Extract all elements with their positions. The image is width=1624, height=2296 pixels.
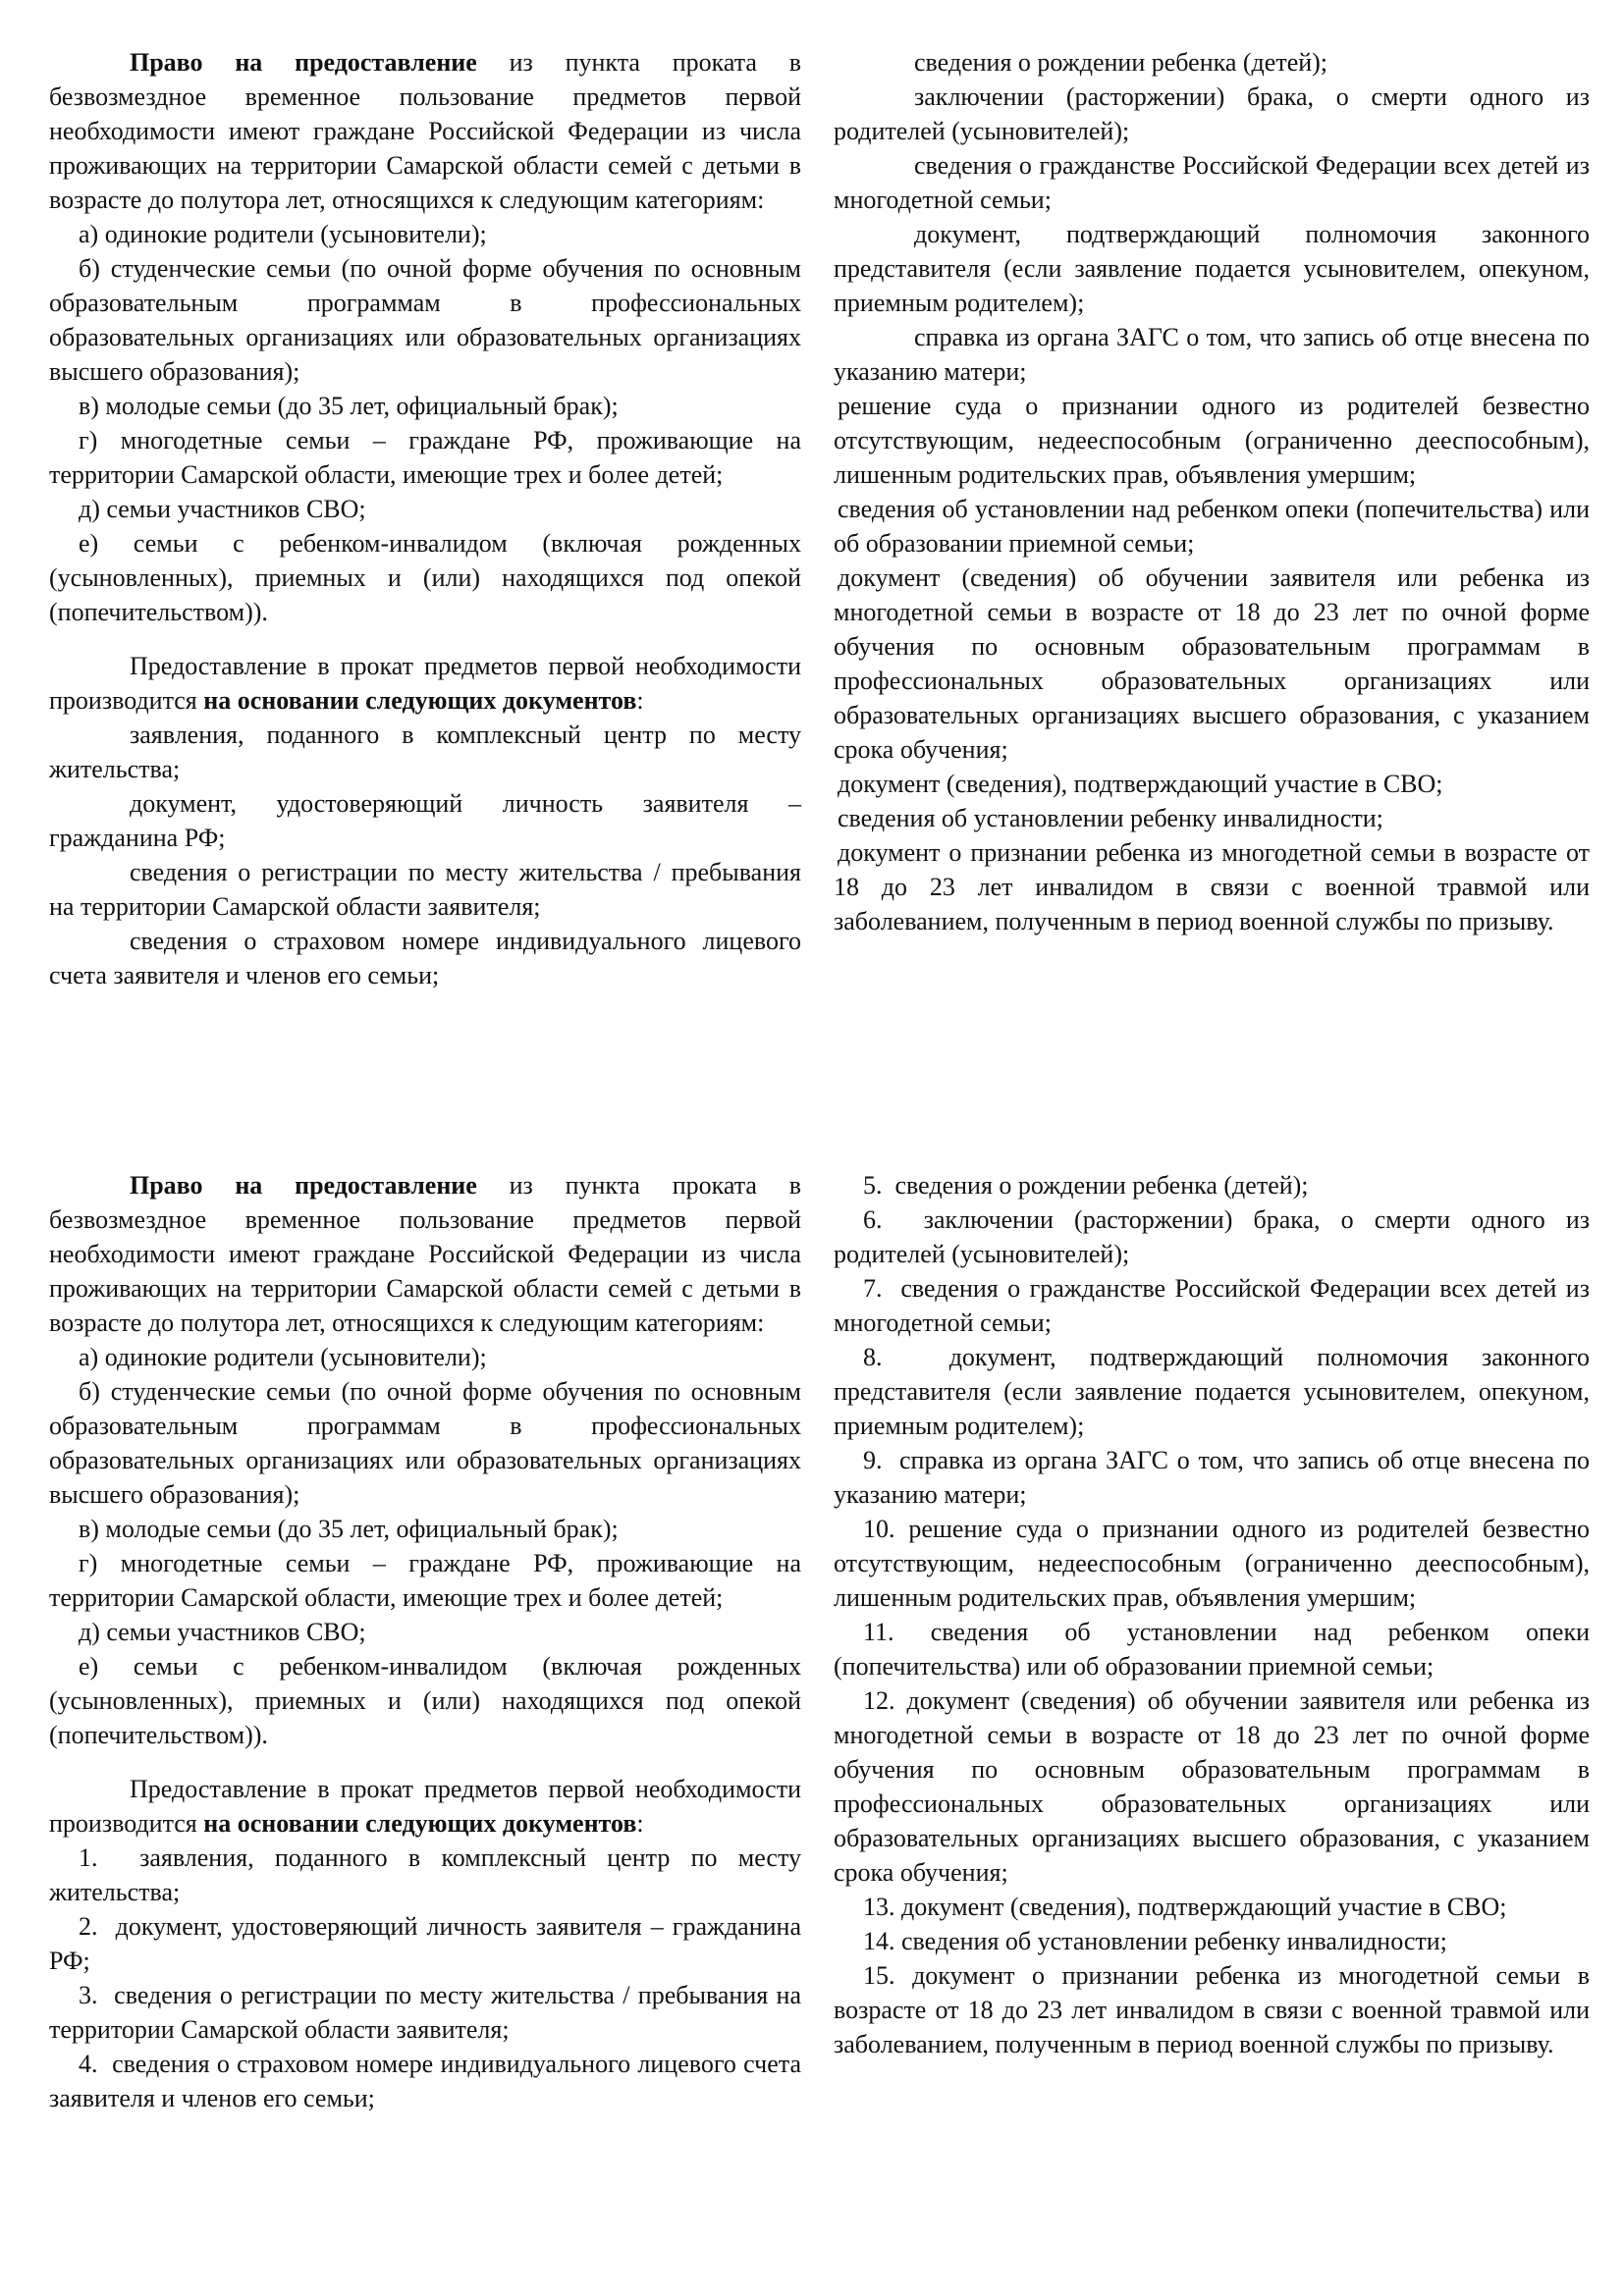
category-item: е) семьи с ребенком-инвалидом (включая рожденных (усыновленных), приемных и (или) находящихся под опекой (попечительством)). <box>49 529 801 626</box>
item-number: 4. <box>79 2050 98 2078</box>
item-number: 15. <box>863 1961 895 1990</box>
document-item: сведения об установлении над ребенком опеки (попечительства) или об образовании приемной семьи; <box>834 495 1590 558</box>
item-text: сведения о страховом номере индивидуального лицевого счета заявителя и членов его семьи; <box>49 2050 802 2112</box>
document-item: заявления, поданного в комплексный центр по месту жительства; <box>49 721 801 783</box>
intro-lead-bold: Право на предоставление <box>130 48 477 77</box>
top-section <box>0 45 1624 1125</box>
numbered-document-item <box>49 2047 801 2115</box>
basis-bold: на основании следующих документов <box>203 686 637 715</box>
item-text: справка из органа ЗАГС о том, что запись об отце внесена по указанию матери; <box>834 1446 1591 1509</box>
item-text: документ, удостоверяющий личность заявителя – гражданина РФ; <box>49 1912 801 1975</box>
category-item: д) семьи участников СВО; <box>79 495 366 523</box>
item-number: 10. <box>863 1515 895 1543</box>
document-item: документ (сведения) об обучении заявителя или ребенка из многодетной семьи в возрасте от 18 до 23 лет по очной форме обучения по основным образовательным программам в профессиональных образовательных организациях или образовательных организациях высшего образования, с указанием срока обучения; <box>834 563 1590 764</box>
category-item: в) молодые семьи (до 35 лет, официальный брак); <box>79 1515 619 1543</box>
document-item: решение суда о признании одного из родителей безвестно отсутствующим, недееспособным (ограниченно дееспособным), лишенным родительских прав, объявления умершим; <box>834 392 1590 489</box>
basis-bold: на основании следующих документов <box>203 1809 637 1838</box>
intro-lead-rest: из пункта проката в безвозмездное временное пользование предметов первой необходимости имеют граждане Российской Федерации из числа проживающих на территории Самарской области семей с детьми в возрасте до полутора лет, относящихся к следующим категориям: <box>49 1171 801 1337</box>
item-number: 13. <box>863 1893 895 1921</box>
item-text: документ о признании ребенка из многодетной семьи в возрасте от 18 до 23 лет инвалидом в связи с военной травмой или заболеванием, полученным в период военной службы по призыву. <box>834 1961 1590 2058</box>
numbered-document-item <box>834 1443 1590 1512</box>
numbered-document-item <box>834 1924 1590 1958</box>
basis-tail: : <box>636 1809 644 1838</box>
basis-paragraph <box>49 649 801 718</box>
document-item: сведения о рождении ребенка (детей); <box>914 48 1328 77</box>
numbered-document-item <box>49 1909 801 1978</box>
item-number: 3. <box>79 1981 98 2009</box>
document-item: сведения о гражданстве Российской Федерации всех детей из многодетной семьи; <box>834 151 1590 214</box>
document-item: заключении (расторжении) брака, о смерти одного из родителей (усыновителей); <box>834 82 1590 145</box>
item-number: 9. <box>863 1446 883 1474</box>
numbered-document-item <box>834 1271 1590 1340</box>
item-text: сведения о рождении ребенка (детей); <box>894 1171 1309 1200</box>
bottom-left-column <box>49 1168 801 2115</box>
category-item: д) семьи участников СВО; <box>79 1618 366 1646</box>
numbered-document-item <box>834 1683 1590 1890</box>
document-item: сведения о регистрации по месту жительства / пребывания на территории Самарской области заявителя; <box>49 858 801 921</box>
numbered-document-item <box>834 1958 1590 2061</box>
top-right-column <box>834 45 1590 938</box>
intro-paragraph <box>49 45 801 217</box>
item-text: документ, подтверждающий полномочия законного представителя (если заявление подается усыновителем, опекуном, приемным родителем); <box>834 1343 1590 1440</box>
category-item: в) молодые семьи (до 35 лет, официальный брак); <box>79 392 619 420</box>
intro-lead-rest: из пункта проката в безвозмездное временное пользование предметов первой необходимости имеют граждане Российской Федерации из числа проживающих на территории Самарской области семей с детьми в возрасте до полутора лет, относящихся к следующим категориям: <box>49 48 801 214</box>
numbered-document-item <box>834 1168 1590 1202</box>
item-number: 14. <box>863 1927 895 1955</box>
numbered-document-item <box>49 1978 801 2047</box>
bottom-right-column <box>834 1168 1590 2061</box>
basis-paragraph <box>49 1772 801 1841</box>
category-item: б) студенческие семьи (по очной форме обучения по основным образовательным программам в профессиональных образовательных организациях или образовательных организациях высшего образования); <box>49 254 801 386</box>
item-number: 2. <box>79 1912 98 1941</box>
item-text: заявления, поданного в комплексный центр по месту жительства; <box>49 1843 801 1906</box>
item-text: документ (сведения) об обучении заявителя или ребенка из многодетной семьи в возрасте от 18 до 23 лет по очной форме обучения по основным образовательным программам в профессиональных образовательных организациях или образовательных организациях высшего образования, с указанием срока обучения; <box>834 1686 1591 1887</box>
numbered-document-item <box>834 1202 1590 1271</box>
basis-lead: Предоставление в прокат предметов первой необходимости производится <box>49 652 801 715</box>
item-number: 1. <box>79 1843 98 1872</box>
document-item: документ, удостоверяющий личность заявителя – гражданина РФ; <box>49 789 801 852</box>
document-item: сведения о страховом номере индивидуального лицевого счета заявителя и членов его семьи; <box>49 927 801 989</box>
intro-paragraph <box>49 1168 801 1340</box>
item-text: заключении (расторжении) брака, о смерти одного из родителей (усыновителей); <box>834 1205 1590 1268</box>
item-text: сведения о регистрации по месту жительства / пребывания на территории Самарской области заявителя; <box>49 1981 801 2044</box>
item-number: 6. <box>863 1205 883 1234</box>
item-number: 12. <box>863 1686 895 1715</box>
document-item: документ (сведения), подтверждающий участие в СВО; <box>838 770 1443 798</box>
category-item: г) многодетные семьи – граждане РФ, проживающие на территории Самарской области, имеющие трех и более детей; <box>49 1549 801 1612</box>
top-left-column <box>49 45 801 992</box>
basis-tail: : <box>636 686 644 715</box>
item-text: сведения о гражданстве Российской Федерации всех детей из многодетной семьи; <box>834 1274 1590 1337</box>
item-text: документ (сведения), подтверждающий участие в СВО; <box>901 1893 1507 1921</box>
document-item: сведения об установлении ребенку инвалидности; <box>838 804 1383 832</box>
category-item: е) семьи с ребенком-инвалидом (включая рожденных (усыновленных), приемных и (или) находящихся под опекой (попечительством)). <box>49 1652 801 1749</box>
numbered-document-item <box>834 1890 1590 1924</box>
document-item: справка из органа ЗАГС о том, что запись об отце внесена по указанию матери; <box>834 323 1590 386</box>
document-item: документ, подтверждающий полномочия законного представителя (если заявление подается усыновителем, опекуном, приемным родителем); <box>834 220 1590 317</box>
item-number: 11. <box>863 1618 894 1646</box>
numbered-document-item <box>834 1340 1590 1443</box>
item-text: решение суда о признании одного из родителей безвестно отсутствующим, недееспособным (ограниченно дееспособным), лишенным родительских прав, объявления умершим; <box>834 1515 1590 1612</box>
category-item: а) одинокие родители (усыновители); <box>79 1343 487 1371</box>
numbered-document-item <box>834 1615 1590 1683</box>
numbered-document-item <box>834 1512 1590 1615</box>
category-item: а) одинокие родители (усыновители); <box>79 220 487 248</box>
bottom-section <box>0 1168 1624 2268</box>
item-number: 5. <box>863 1171 883 1200</box>
numbered-document-item <box>49 1841 801 1909</box>
item-text: сведения об установлении над ребенком опеки (попечительства) или об образовании приемной семьи; <box>834 1618 1591 1681</box>
item-text: сведения об установлении ребенку инвалидности; <box>901 1927 1447 1955</box>
document-item: документ о признании ребенка из многодетной семьи в возрасте от 18 до 23 лет инвалидом в связи с военной травмой или заболеванием, полученным в период военной службы по призыву. <box>834 838 1590 935</box>
category-item: г) многодетные семьи – граждане РФ, проживающие на территории Самарской области, имеющие трех и более детей; <box>49 426 801 489</box>
basis-lead: Предоставление в прокат предметов первой необходимости производится <box>49 1775 801 1838</box>
item-number: 7. <box>863 1274 883 1303</box>
intro-lead-bold: Право на предоставление <box>130 1171 477 1200</box>
item-number: 8. <box>863 1343 883 1371</box>
category-item: б) студенческие семьи (по очной форме обучения по основным образовательным программам в профессиональных образовательных организациях или образовательных организациях высшего образования); <box>49 1377 801 1509</box>
